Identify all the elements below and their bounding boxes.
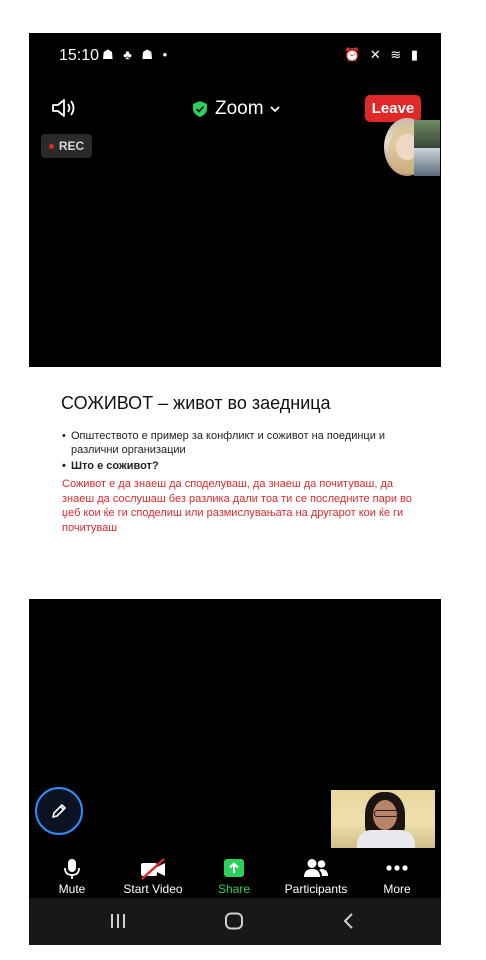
mute-button[interactable]: [47, 849, 97, 898]
back-icon[interactable]: [337, 910, 361, 932]
meeting-video-top: [29, 33, 441, 367]
slide-title: СОЖИВОТ – живот во заедница: [61, 393, 331, 413]
meeting-title: Zoom: [215, 98, 264, 119]
more-button[interactable]: [375, 849, 419, 898]
participant-thumbnail[interactable]: [414, 148, 440, 176]
slide-bullet: • Општеството е пример за конфликт и соживот на поединци и различни организации: [62, 429, 402, 457]
system-navigation-bar: [29, 898, 441, 945]
chevron-down-icon: [270, 105, 280, 113]
leave-button[interactable]: Leave: [365, 95, 421, 122]
more-dots-icon: [385, 858, 409, 878]
slide-bullet: • Што е соживот?: [62, 459, 402, 473]
recording-badge: [41, 134, 92, 158]
shield-icon: [193, 101, 207, 117]
start-video-button[interactable]: [117, 849, 189, 898]
status-bar: [29, 33, 441, 79]
home-icon[interactable]: [222, 910, 246, 932]
notification-icons: ☗ ♣ ☗ •: [102, 47, 171, 62]
rec-label: REC: [58, 139, 85, 153]
speaker-icon[interactable]: [51, 97, 77, 119]
meeting-title-dropdown[interactable]: [193, 96, 280, 122]
self-video-thumbnail[interactable]: [331, 790, 435, 848]
share-label: Share: [217, 882, 251, 896]
meeting-toolbar: [29, 849, 441, 898]
recent-apps-icon[interactable]: [106, 910, 130, 932]
system-status-icons: ⏰ ✕ ≋ ▮: [344, 47, 421, 62]
slide-bullets: [62, 429, 402, 473]
mute-label: Mute: [58, 882, 86, 896]
record-dot-icon: [49, 144, 54, 149]
share-screen-icon: [223, 858, 245, 878]
annotate-button[interactable]: [35, 787, 83, 835]
share-button[interactable]: [209, 849, 259, 898]
pencil-icon: [49, 801, 69, 821]
more-label: More: [383, 882, 411, 896]
participants-button[interactable]: [277, 849, 355, 898]
video-off-icon: [139, 858, 167, 880]
status-time: 15:10: [59, 47, 100, 64]
participants-icon: [303, 858, 329, 878]
start-video-label: Start Video: [123, 882, 183, 896]
participants-label: Participants: [284, 882, 348, 896]
participant-thumbnail[interactable]: [414, 120, 440, 148]
microphone-icon: [64, 858, 80, 880]
slide-answer-text: Соживот е да знаеш да споделуваш, да знаеш да почитуваш, да знаеш да сослушаш без разлика дали тоа ти се последните пари во џеб кои ќе ги споделиш или размислувањата на другарот кои ќе ги почитуваш: [62, 478, 412, 534]
